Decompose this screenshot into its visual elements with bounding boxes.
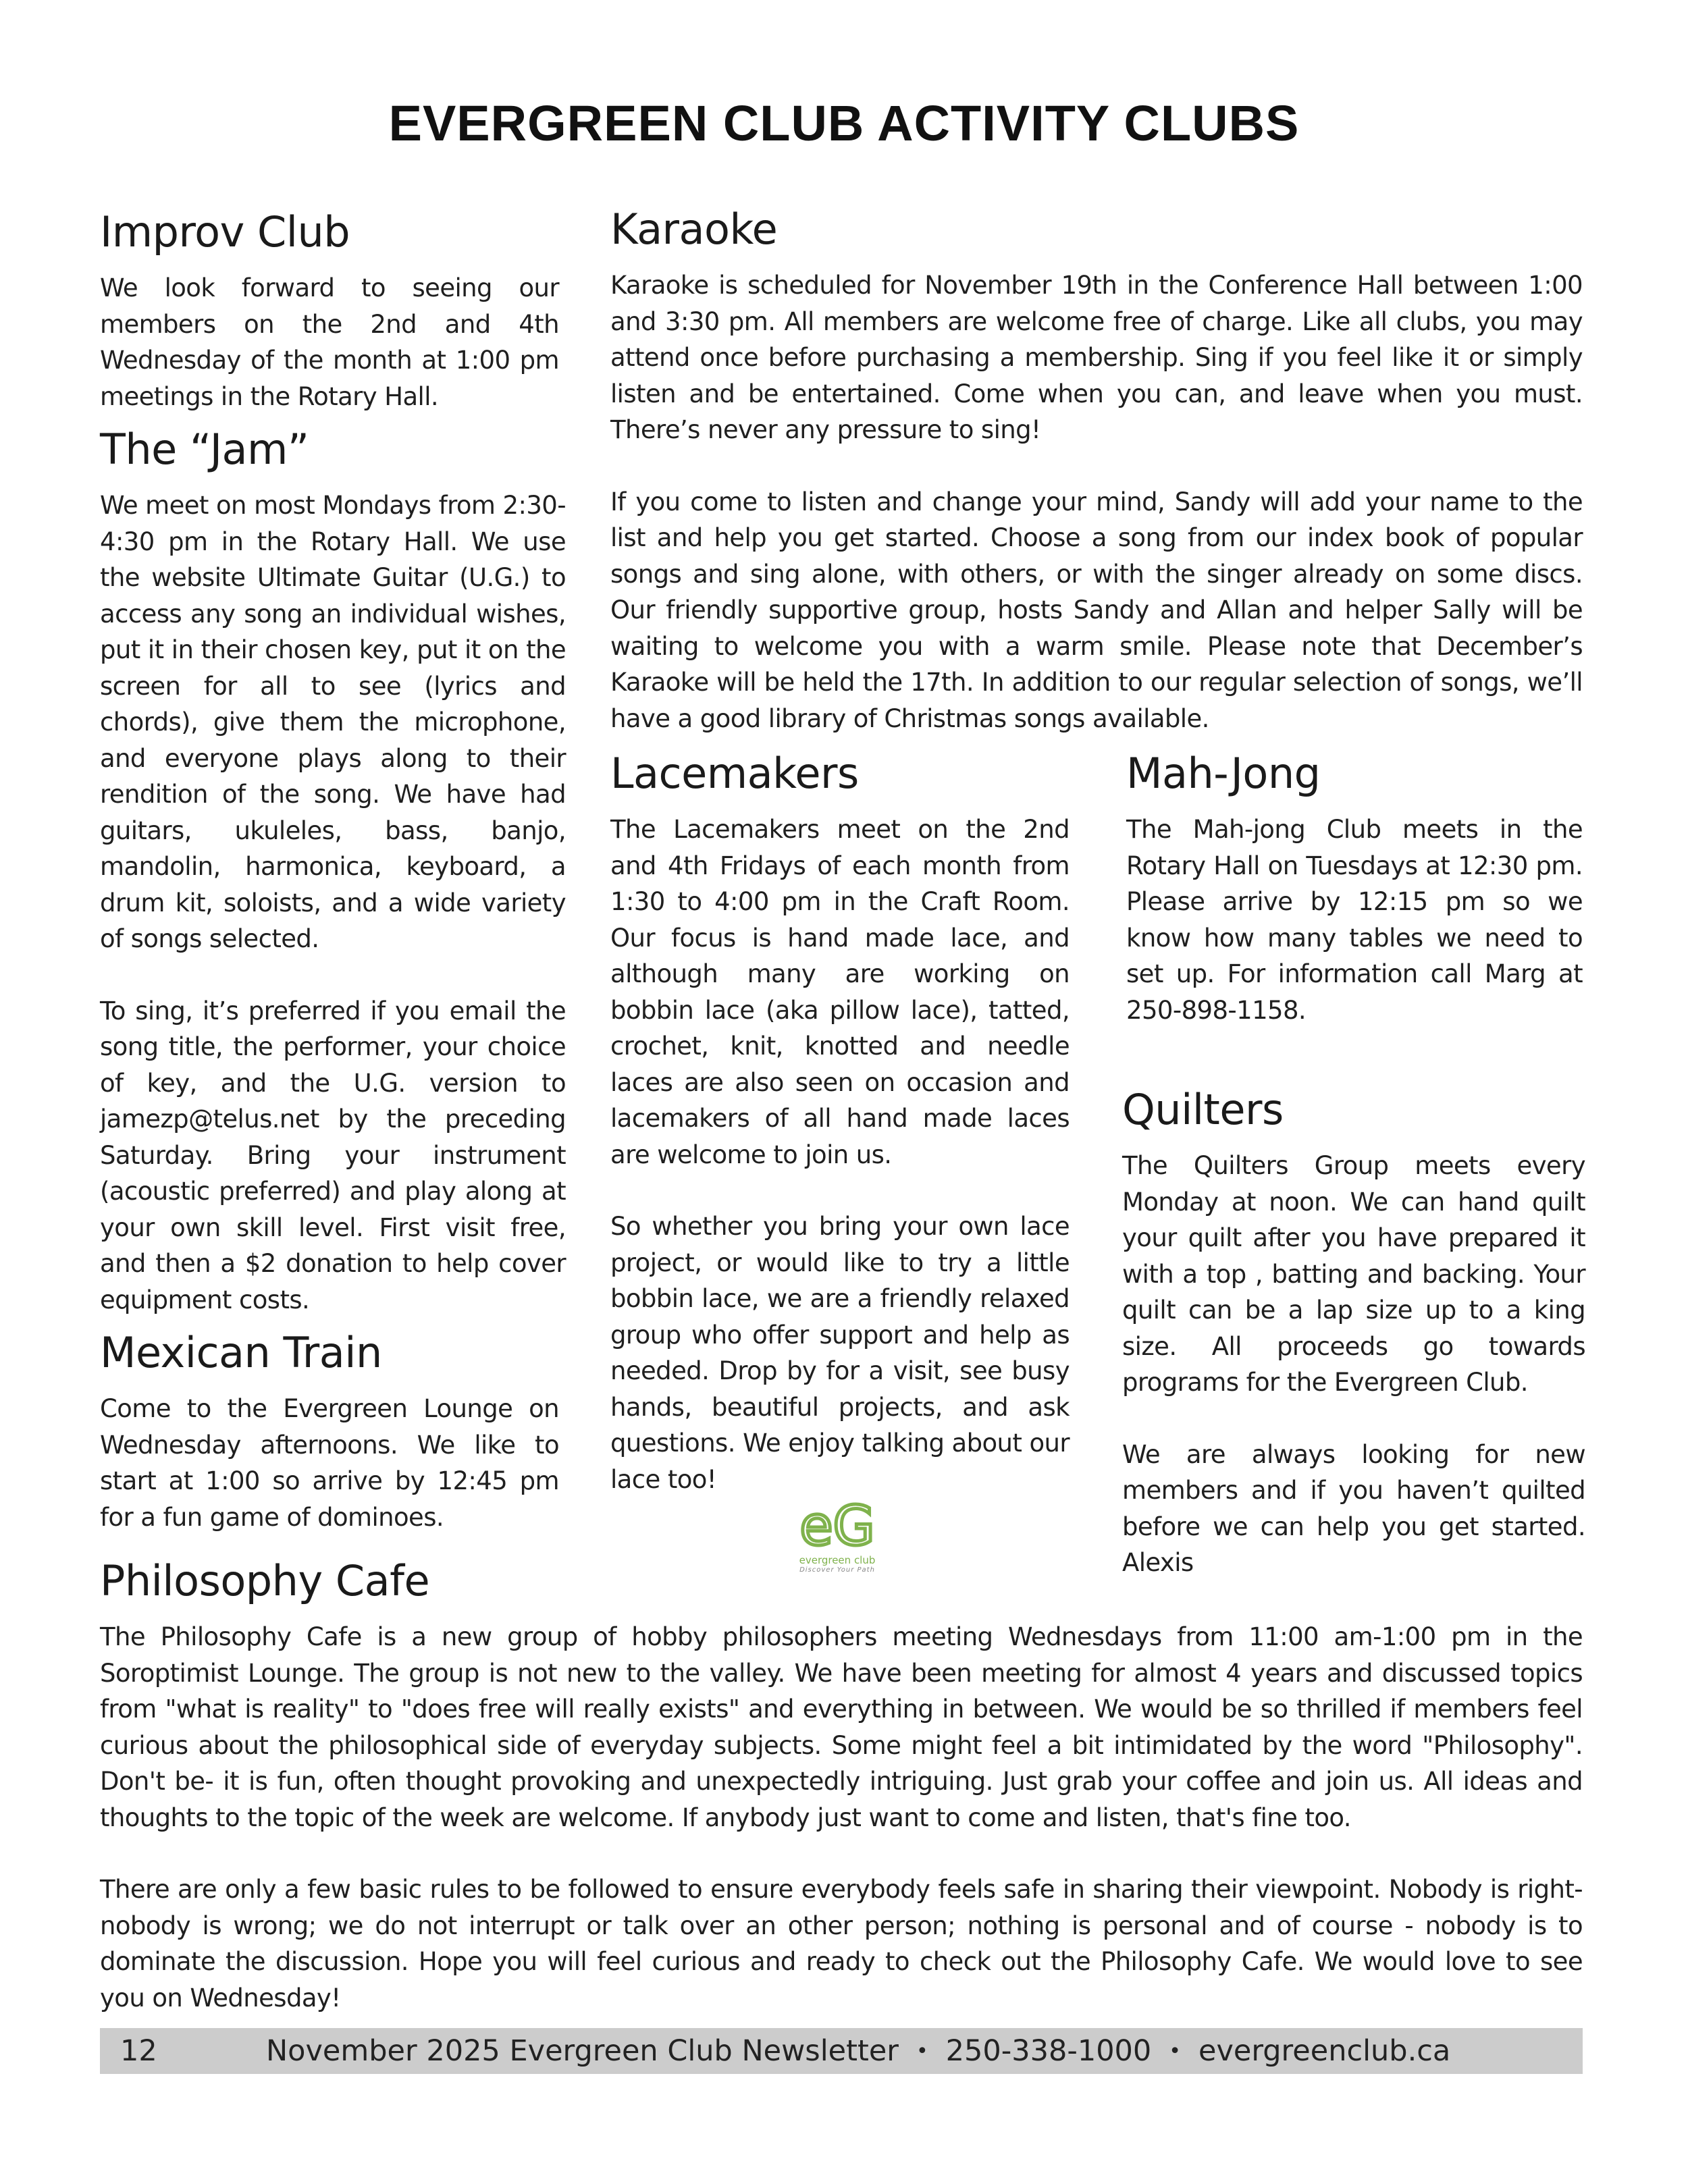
eg-logo-icon (780, 1500, 895, 1554)
section-heading: The “Jam” (100, 425, 309, 474)
section-heading: Improv Club (100, 207, 350, 257)
section-paragraph: The Quilters Group meets every Monday at noon. We can hand quilt your quilt after you have prepared it with a top , batting and backing. Your quilt can be a lap size up to a king size. All proceeds go towards programs for the Evergreen Club. (1122, 1151, 1585, 1397)
section-mah-jong (1126, 751, 1583, 1028)
svg-text:eG: eG (799, 1500, 875, 1554)
section-paragraph: The Lacemakers meet on the 2nd and 4th Fridays of each month from 1:30 to 4:00 pm in the Craft Room. Our focus is hand made lace, and although many are working on bobbin lace (aka pillow lace), tatted, crochet, knit, knotted and needle laces are also seen on occasion and lacemakers of all hand made laces are welcome to join us. (610, 815, 1070, 1169)
newsletter-title: November 2025 Evergreen Club Newsletter (266, 2034, 899, 2068)
section-heading: Mah-Jong (1126, 749, 1321, 798)
section-paragraph: The Mah-jong Club meets in the Rotary Hall on Tuesdays at 12:30 pm. Please arrive by 12:15 pm so we know how many tables we need to set up. For information call Marg at 250-898-1158. (1126, 815, 1583, 1025)
page-number: 12 (120, 2034, 157, 2068)
logo-name: evergreen club (799, 1554, 876, 1566)
section-paragraph: If you come to listen and change your mind, Sandy will add your name to the list and help you get started. Choose a song from our index book of popular songs and sing alone, with others, or with the singer already on some discs. Our friendly supportive group, hosts Sandy and Allan and helper Sally will be waiting to welcome you with a warm smile. Please note that December’s Karaoke will be held the 17th. In addition to our regular selection of songs, we’ll have a good library of Christmas songs available. (610, 487, 1583, 733)
separator-dot: • (916, 2039, 928, 2063)
section-quilters (1122, 1087, 1585, 1581)
footer-bar (100, 2028, 1583, 2074)
separator-dot: • (1169, 2039, 1181, 2063)
section-paragraph: We meet on most Mondays from 2:30-4:30 pm in the Rotary Hall. We use the website Ultimate Guitar (U.G.) to access any song an individual wishes, put it in their chosen key, put it on the screen for all to see (lyrics and chords), give them the microphone, and everyone plays along to their rendition of the song. We have had guitars, ukuleles, bass, banjo, mandolin, harmonica, keyboard, a drum kit, soloists, and a wide variety of songs selected. (100, 491, 566, 954)
logo-tagline: Discover Your Path (799, 1566, 875, 1574)
section-paragraph: We look forward to seeing our members on the 2nd and 4th Wednesday of the month at 1:00 pm meetings in the Rotary Hall. (100, 273, 559, 411)
section-paragraph: So whether you bring your own lace project, or would like to try a little bobbin lace, we are a friendly relaxed group who offer support and help as needed. Drop by for a visit, see busy hands, beautiful projects, and ask questions. We enjoy talking about our lace too! (610, 1212, 1070, 1494)
section-the-jam (100, 427, 566, 1318)
page-title: EVERGREEN CLUB ACTIVITY CLUBS (388, 95, 1300, 151)
website-link[interactable]: evergreenclub.ca (1198, 2034, 1451, 2068)
section-heading: Philosophy Cafe (100, 1556, 430, 1605)
section-paragraph: We are always looking for new members and if you haven’t quilted before we can help you get started. Alexis (1122, 1439, 1585, 1578)
section-karaoke (610, 207, 1583, 737)
phone-number: 250-338-1000 (945, 2034, 1152, 2068)
section-heading: Karaoke (610, 205, 778, 254)
section-paragraph: Come to the Evergreen Lounge on Wednesday afternoons. We like to start at 1:00 so arrive by 12:45 pm for a fun game of dominoes. (100, 1394, 559, 1532)
section-heading: Quilters (1122, 1085, 1284, 1134)
section-paragraph: To sing, it’s preferred if you email the song title, the performer, your choice of key, and the U.G. version to jamezp@telus.net by the preceding Saturday. Bring your instrument (acoustic preferred) and play along at your own skill level. First visit free, and then a $2 donation to help cover equipment costs. (100, 996, 566, 1314)
section-heading: Lacemakers (610, 749, 859, 798)
section-paragraph: The Philosophy Cafe is a new group of hobby philosophers meeting Wednesdays from 11:00 am-1:00 pm in the Soroptimist Lounge. The group is not new to the valley. We have been meeting for almost 4 years and discussed topics from "what is reality" to "does free will really exists" and everything in between. We would be so thrilled if members feel curious about the philosophical side of everyday subjects. Some might feel a bit intimidated by the word "Philosophy". Don't be- it is fun, often thought provoking and unexpectedly intriguing. Just grab your coffee and join us. All ideas and thoughts to the topic of the week are welcome. If anybody just want to come and listen, that's fine too. (100, 1622, 1583, 1832)
section-paragraph: There are only a few basic rules to be followed to ensure everybody feels safe in sharing their viewpoint. Nobody is right- nobody is wrong; we do not interrupt or talk over an other person; nothing is personal and of course - nobody is to dominate the discussion. Hope you will feel curious and ready to check out the Philosophy Cafe. We would love to see you on Wednesday! (100, 1875, 1583, 2013)
section-improv-club (100, 209, 559, 415)
section-philosophy-cafe (100, 1558, 1583, 2016)
section-paragraph: Karaoke is scheduled for November 19th in the Conference Hall between 1:00 and 3:30 pm. All members are welcome free of charge. Like all clubs, you may attend once before purchasing a membership. Sing if you feel like it or simply listen and be entertained. Come when you can, and leave when you must. There’s never any pressure to sing! (610, 271, 1583, 445)
section-mexican-train (100, 1330, 559, 1535)
section-lacemakers (610, 751, 1070, 1497)
section-heading: Mexican Train (100, 1328, 382, 1377)
